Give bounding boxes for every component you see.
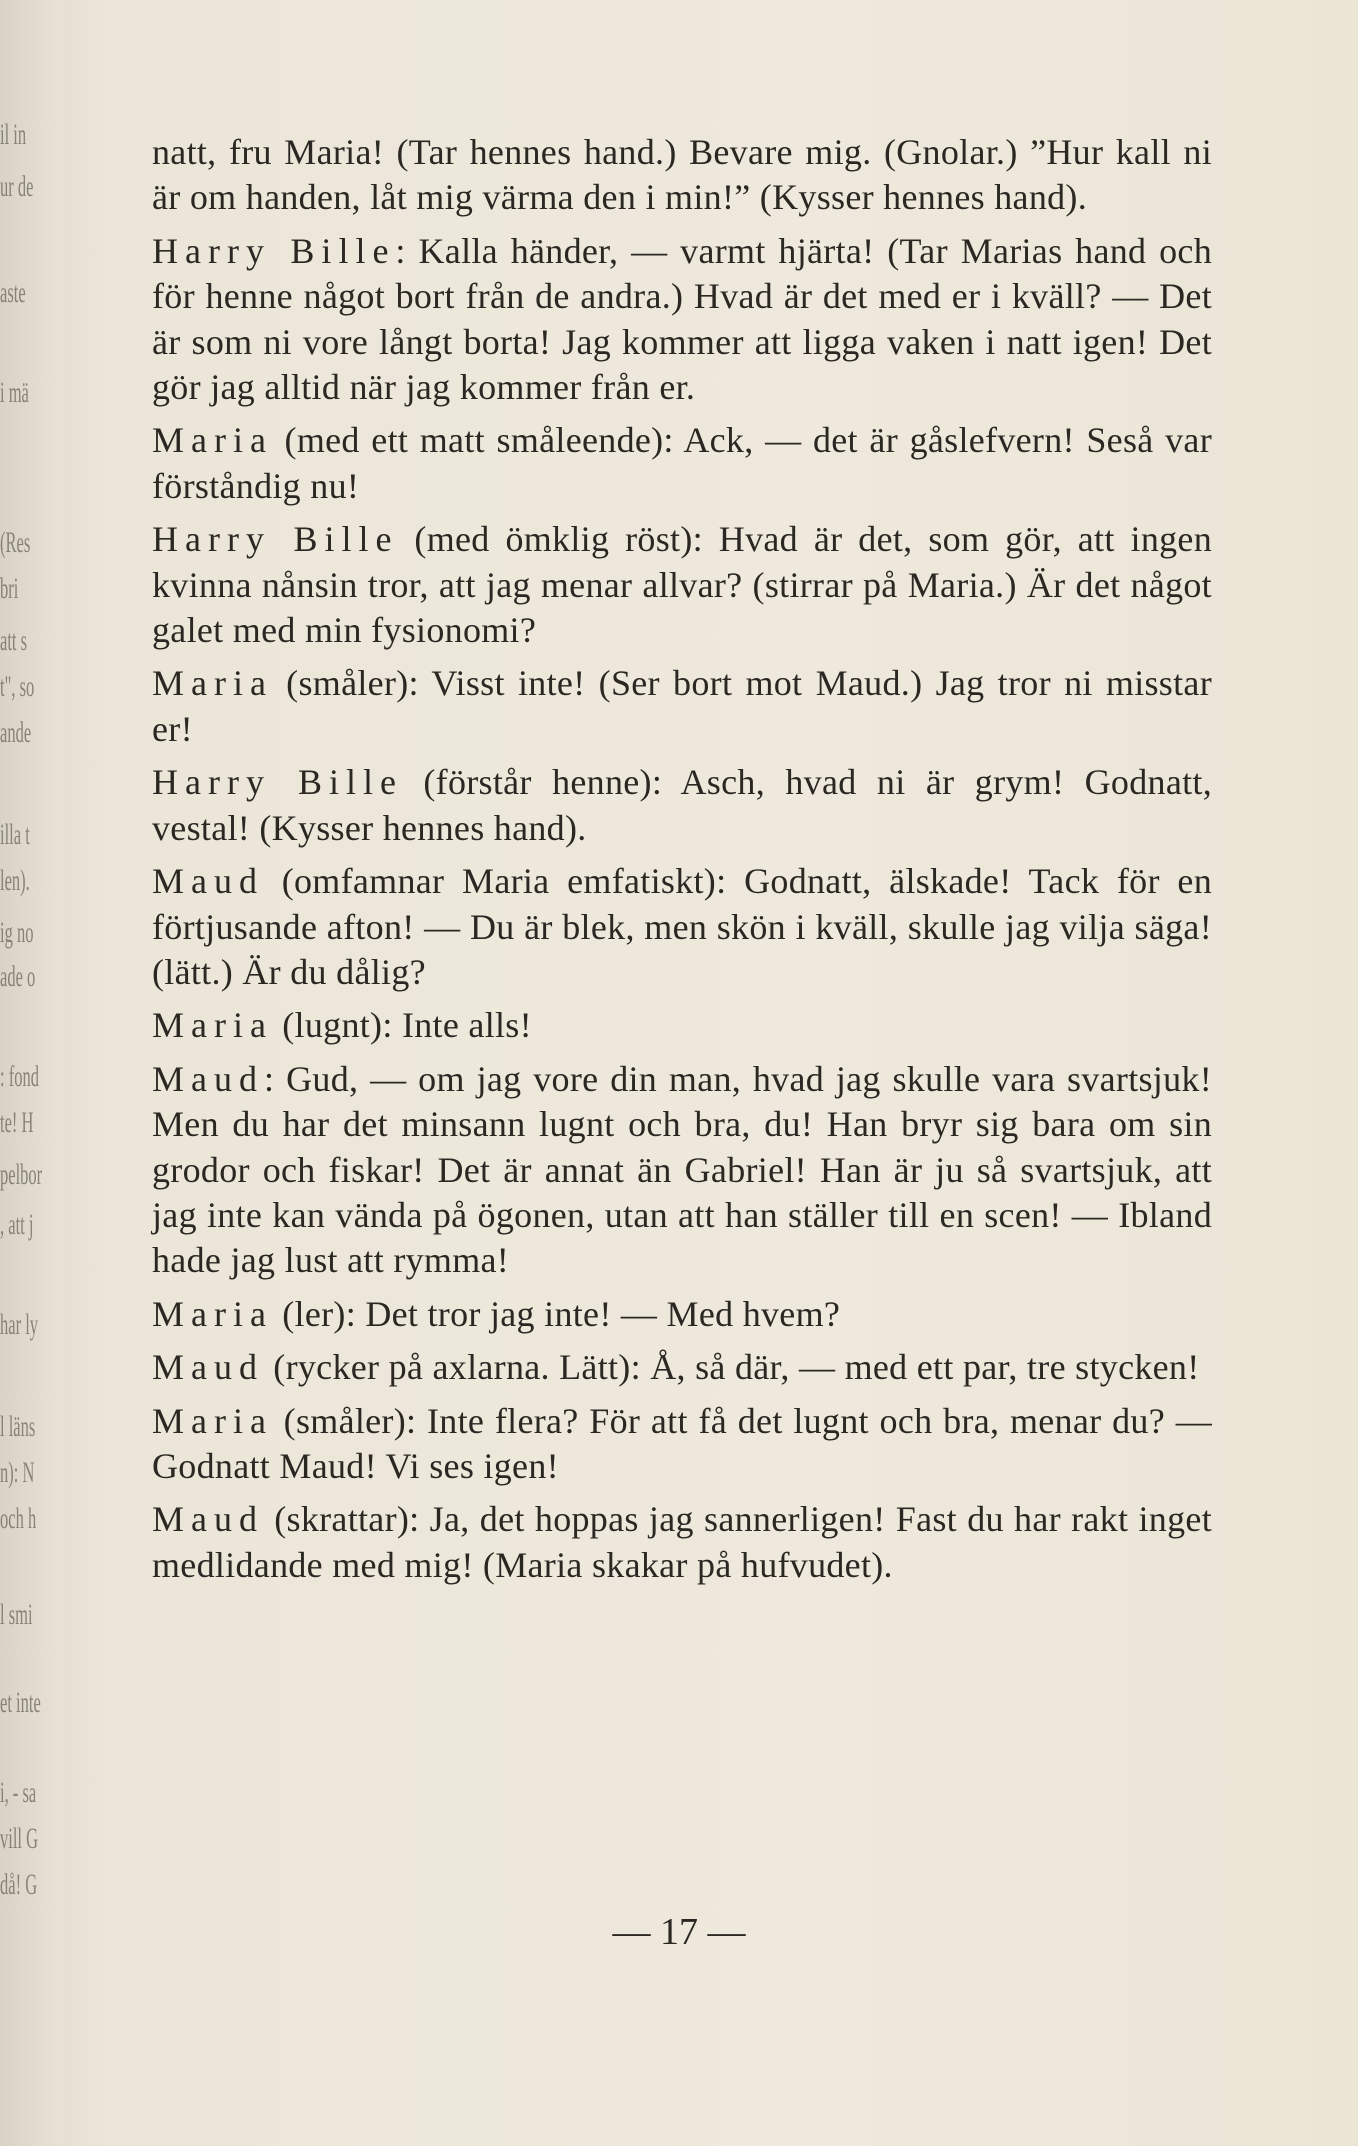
- facing-page-fragment: , att j: [0, 1208, 34, 1241]
- facing-page-fragment: vill G: [0, 1822, 39, 1855]
- speaker-name: Harry Bille: [152, 762, 404, 803]
- facing-page-fragment: n): N: [0, 1456, 35, 1489]
- facing-page-gutter: [0, 0, 80, 2146]
- speaker-name: Harry Bille: [152, 230, 396, 271]
- dialogue-text: (skrattar): Ja, det hoppas jag sannerligen! Fast du har rakt inget medlidande med mig! (Maria skakar på hufvudet).: [152, 1499, 1212, 1585]
- speaker-name: Maria: [152, 420, 273, 461]
- speaker-name: Maud: [152, 1347, 264, 1388]
- dialogue-text: (med ett matt småleende): Ack, — det är gåslefvern! Seså var förståndig nu!: [152, 420, 1212, 506]
- dialogue-text: (småler): Inte flera? För att få det lugnt och bra, menar du? — Godnatt Maud! Vi ses igen!: [152, 1400, 1212, 1486]
- speaker-name: Maria: [152, 1400, 273, 1441]
- facing-page-fragment: te! H: [0, 1106, 34, 1139]
- speaker-name: Maud: [152, 861, 264, 902]
- speaker-name: Maria: [152, 1005, 273, 1046]
- facing-page-fragment: att s: [0, 624, 28, 657]
- dialogue-text: (ler): Det tror jag inte! — Med hvem?: [272, 1293, 841, 1334]
- facing-page-fragment: i mä: [0, 376, 29, 409]
- dialogue-line: [152, 760, 1212, 851]
- body-text: [152, 130, 1212, 1588]
- speaker-name: Maria: [152, 663, 273, 704]
- dialogue-text: (omfamnar Maria emfatiskt): Godnatt, älskade! Tack för en förtjusande afton! — Du är blek, men skön i kväll, skulle jag vilja säga! (lätt.) Är du dålig?: [152, 861, 1212, 992]
- facing-page-fragment: ade o: [0, 960, 36, 993]
- dialogue-text: (lugnt): Inte alls!: [272, 1005, 532, 1046]
- facing-page-fragment: (Res: [0, 526, 31, 559]
- dialogue-text: : Kalla händer, — varmt hjärta! (Tar Marias hand och för henne något bort från de andra.) Hvad är det med er i kväll? — Det är som ni vore långt borta! Jag kommer att ligga vaken i natt igen! Det gör jag alltid när jag kommer från er.: [152, 230, 1212, 408]
- facing-page-fragment: ande: [0, 716, 32, 749]
- dialogue-line: [152, 1292, 1212, 1337]
- facing-page-fragment: då! G: [0, 1868, 38, 1901]
- dialogue-text: (förstår henne): Asch, hvad ni är grym! Godnatt, vestal! (Kysser hennes hand).: [152, 762, 1212, 848]
- facing-page-fragment: il in: [0, 118, 27, 151]
- speaker-name: Harry Bille: [152, 519, 399, 560]
- dialogue-text: : Gud, — om jag vore din man, hvad jag skulle vara svartsjuk! Men du har det minsann lugnt och bra, du! Han bryr sig bara om sin grodor och fiskar! Det är annat än Gabriel! Han är ju så svartsjuk, att jag inte kan vända på ögonen, utan att han ställer till en scen! — Ibland hade jag lust att rymma!: [152, 1058, 1212, 1281]
- dialogue-line: [152, 1057, 1212, 1284]
- dialogue-line: [152, 1345, 1212, 1390]
- dialogue-text: (småler): Visst inte! (Ser bort mot Maud.) Jag tror ni misstar er!: [152, 663, 1212, 749]
- facing-page-fragment: och h: [0, 1502, 37, 1535]
- paragraph-continuation: natt, fru Maria! (Tar hennes hand.) Bevare mig. (Gnolar.) ”Hur kall ni är om handen, låt mig värma den i min!” (Kysser hennes hand).: [152, 132, 1212, 218]
- speaker-name: Maud: [152, 1058, 264, 1099]
- speaker-name: Maud: [152, 1499, 264, 1540]
- facing-page-fragment: ur de: [0, 170, 34, 203]
- dialogue-line: [152, 1497, 1212, 1588]
- page-number: — 17 —: [612, 1911, 746, 1953]
- dialogue-line: [152, 1003, 1212, 1048]
- facing-page-fragment: et inte: [0, 1686, 41, 1719]
- dialogue-line: [152, 859, 1212, 995]
- facing-page-fragment: pelbor: [0, 1158, 43, 1191]
- facing-page-fragment: illa t: [0, 818, 30, 851]
- facing-page-fragment: i, - sa: [0, 1776, 37, 1809]
- facing-page-fragment: : fond: [0, 1060, 39, 1093]
- facing-page-fragment: ig no: [0, 916, 34, 949]
- dialogue-text: (rycker på axlarna. Lätt): Å, så där, — med ett par, tre stycken!: [264, 1347, 1200, 1388]
- facing-page-fragment: t", so: [0, 670, 35, 703]
- dialogue-line: [152, 1399, 1212, 1490]
- facing-page-fragment: aste: [0, 276, 26, 309]
- facing-page-fragment: len).: [0, 864, 30, 897]
- facing-page-fragment: l läns: [0, 1410, 36, 1443]
- dialogue-line: [152, 517, 1212, 653]
- dialogue-text: (med ömklig röst): Hvad är det, som gör, att ingen kvinna nånsin tror, att jag menar allvar? (stirrar på Maria.) Är det något galet med min fysionomi?: [152, 519, 1212, 651]
- dialogue-line: [152, 661, 1212, 752]
- dialogue-line: [152, 418, 1212, 509]
- facing-page-fragment: bri: [0, 572, 19, 605]
- facing-page-fragment: l smi: [0, 1598, 33, 1631]
- speaker-name: Maria: [152, 1293, 273, 1334]
- dialogue-line: [152, 229, 1212, 411]
- facing-page-fragment: har ly: [0, 1308, 39, 1341]
